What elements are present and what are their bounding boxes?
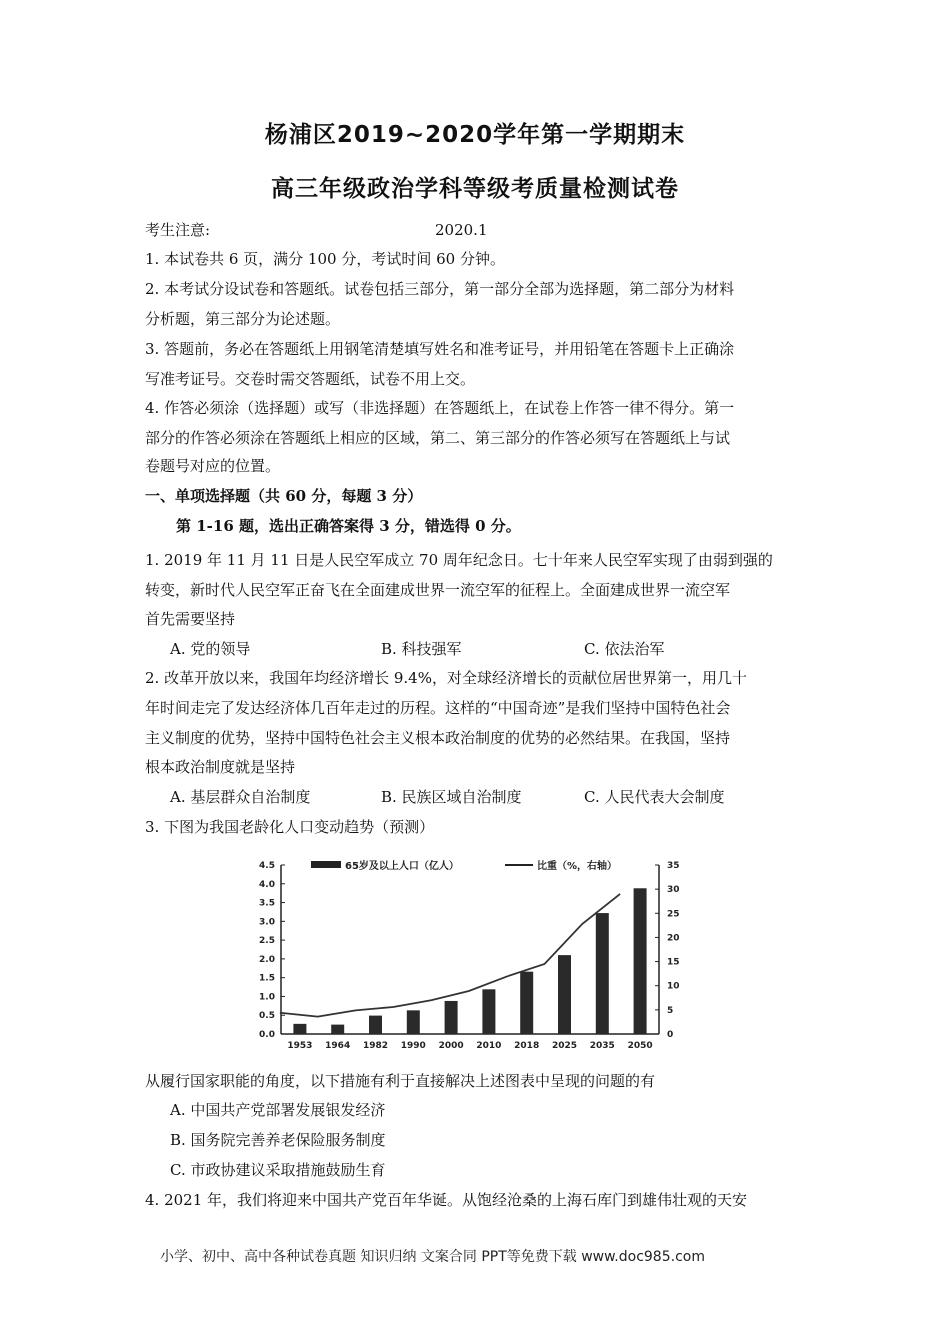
q1-option-a: A. 党的领导 [170,640,251,658]
exam-title-line2: 高三年级政治学科等级考质量检测试卷 [271,176,679,202]
notice-line: 写准考证号。交卷时需交答题纸，试卷不用上交。 [145,370,476,388]
q3-stem: 3. 下图为我国老龄化人口变动趋势（预测） [145,818,435,836]
chart-tick-labels [259,861,679,1051]
left-tick-label: 1.0 [259,992,275,1003]
bar-2050 [634,888,647,1034]
notice-header [145,220,810,240]
left-tick-label: 4.5 [259,861,275,871]
bar-1990 [407,1010,420,1034]
q2-option-c: C. 人民代表大会制度 [584,788,725,806]
right-tick-label: 25 [667,909,680,920]
x-tick-label: 1982 [362,1041,389,1051]
left-tick-label: 3.0 [259,917,275,928]
notice-line: 3. 答题前，务必在答题纸上用钢笔清楚填写姓名和准考证号，并用铅笔在答题卡上正确涂 [145,340,735,358]
left-tick-label: 2.5 [259,936,275,947]
right-tick-label: 35 [667,861,680,871]
bar-2010 [482,989,495,1034]
q3-question: 从履行国家职能的角度，以下措施有利于直接解决上述图表中呈现的问题的有 [145,1072,656,1090]
left-tick-label: 3.5 [259,898,275,909]
q3-option-c: C. 市政协建议采取措施鼓励生育 [170,1161,386,1179]
x-tick-label: 1964 [325,1041,351,1051]
right-tick-label: 10 [667,981,680,992]
exam-title-line1: 杨浦区2019~2020学年第一学期期末 [264,122,686,148]
x-tick-label: 1990 [400,1041,426,1051]
notice-line: 部分的作答必须涂在答题纸上相应的区域，第二、第三部分的作答必须写在答题纸上与试 [145,429,731,447]
x-tick-label: 1953 [287,1041,313,1051]
left-tick-label: 0.0 [259,1030,275,1040]
x-tick-label: 2018 [514,1041,540,1051]
right-tick-label: 15 [667,957,680,968]
bar-2018 [520,972,533,1034]
bar-2025 [558,955,571,1034]
bar-1953 [293,1024,306,1034]
q3-option-a: A. 中国共产党部署发展银发经济 [170,1101,386,1119]
aging-population-chart [245,850,705,1060]
notice-line: 分析题，第三部分为论述题。 [145,310,341,328]
notice-line: 4. 作答必须涂（选择题）或写（非选择题）在答题纸上，在试卷上作答一律不得分。第一 [145,399,735,417]
legend-label-bars: 65岁及以上人口（亿人） [345,861,459,872]
legend-bar-swatch [311,861,341,868]
legend-label-line: 比重（%，右轴） [537,861,618,872]
chart-legend [311,859,617,872]
q1-stem-line: 1. 2019 年 11 月 11 日是人民空军成立 70 周年纪念日。七十年来人民空军实现了由弱到强的 [145,551,773,569]
notice-line: 1. 本试卷共 6 页，满分 100 分，考试时间 60 分钟。 [145,250,505,268]
x-tick-label: 2050 [627,1041,653,1051]
left-tick-label: 0.5 [259,1011,275,1022]
x-tick-label: 2035 [589,1041,615,1051]
right-tick-label: 5 [667,1005,674,1016]
q2-stem-line: 根本政治制度就是坚持 [145,758,296,776]
q2-stem-line: 主义制度的优势，坚持中国特色社会主义根本政治制度的优势的必然结果。在我国，坚持 [145,729,731,747]
q2-option-b: B. 民族区域自治制度 [381,788,522,806]
q2-stem-line: 2. 改革开放以来，我国年均经济增长 9.4%，对全球经济增长的贡献位居世界第一，用几十 [145,669,747,687]
bar-1964 [331,1025,344,1034]
q4-stem-line: 4. 2021 年，我们将迎来中国共产党百年华诞。从饱经沧桑的上海石库门到雄伟壮观的天安 [145,1191,748,1209]
x-tick-label: 2000 [438,1041,464,1051]
x-tick-label: 2025 [551,1041,578,1051]
section-heading: 一、单项选择题（共 60 分，每题 3 分） [145,487,423,505]
q1-option-b: B. 科技强军 [381,640,462,658]
left-tick-label: 1.5 [259,973,275,984]
right-tick-label: 0 [667,1030,674,1040]
q1-stem-line: 转变，新时代人民空军正奋飞在全面建成世界一流空军的征程上。全面建成世界一流空军 [145,581,731,599]
notice-line: 卷题号对应的位置。 [145,457,281,475]
q1-option-c: C. 依法治军 [584,640,665,658]
page-footer: 小学、初中、高中各种试卷真题 知识归纳 文案合同 PPT等免费下载 www.doc985.com [160,1249,705,1265]
q2-stem-line: 年时间走完了发达经济体几百年走过的历程。这样的“中国奇迹”是我们坚持中国特色社会 [145,699,731,717]
notice-label: 考生注意: [145,221,211,239]
section-subheading: 第 1-16 题，选出正确答案得 3 分，错选得 0 分。 [176,517,521,535]
q1-stem-line: 首先需要坚持 [145,610,236,628]
right-tick-label: 20 [667,933,680,944]
right-tick-label: 30 [667,885,680,896]
x-tick-label: 2010 [476,1041,502,1051]
bar-1982 [369,1016,382,1034]
q2-option-a: A. 基层群众自治制度 [170,788,311,806]
bar-2035 [596,913,609,1034]
left-tick-label: 4.0 [259,879,275,890]
notice-line: 2. 本考试分设试卷和答题纸。试卷包括三部分，第一部分全部为选择题，第二部分为材料 [145,280,735,298]
q3-option-b: B. 国务院完善养老保险服务制度 [170,1131,386,1149]
exam-date: 2020.1 [435,221,488,239]
bar-2000 [445,1001,458,1034]
left-tick-label: 2.0 [259,954,275,965]
